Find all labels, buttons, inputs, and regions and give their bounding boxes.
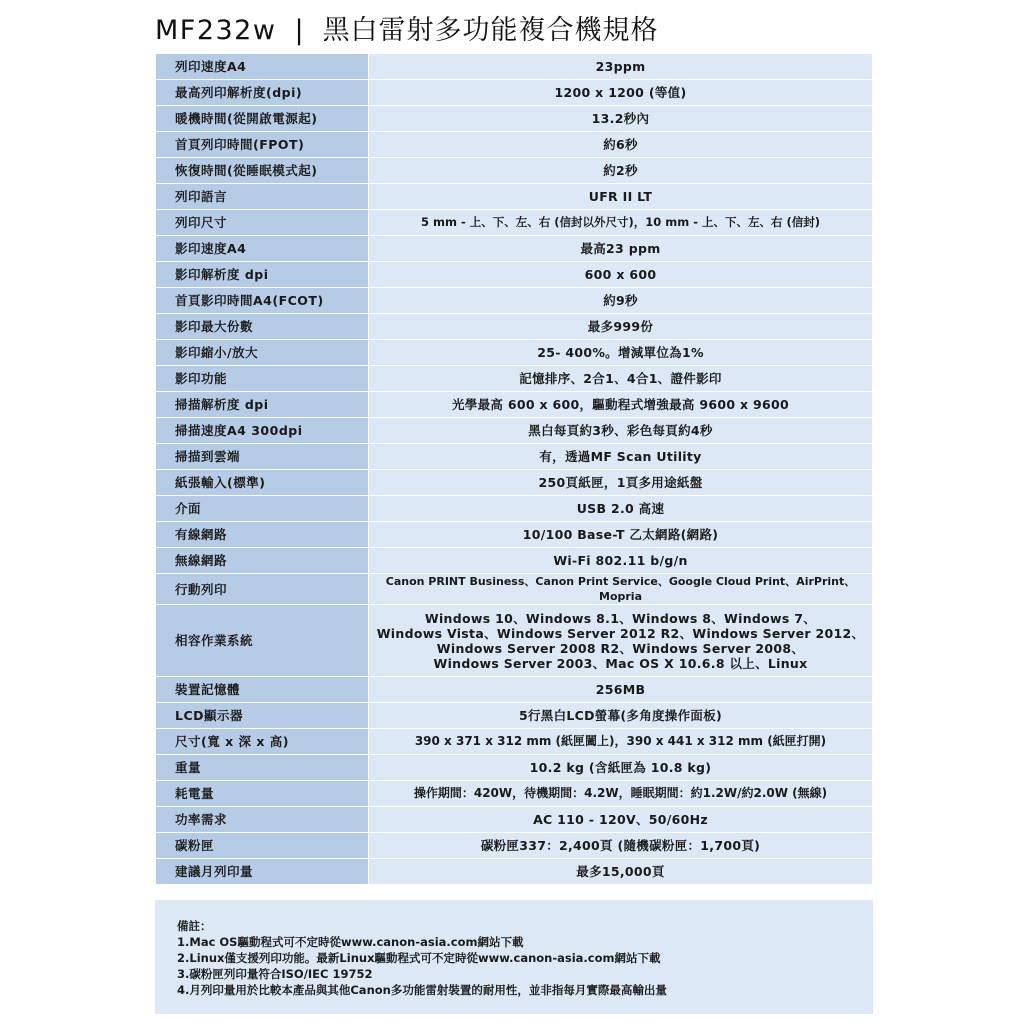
spec-row bbox=[156, 470, 873, 496]
spec-value: 10/100 Base-T 乙太網路(網路) bbox=[369, 522, 873, 548]
spec-row bbox=[156, 807, 873, 833]
spec-value: 操作期間：420W，待機期間：4.2W，睡眠期間：約1.2W/約2.0W (無線) bbox=[369, 781, 873, 807]
spec-row bbox=[156, 392, 873, 418]
spec-row bbox=[156, 522, 873, 548]
spec-row bbox=[156, 444, 873, 470]
spec-value: 5行黑白LCD螢幕(多角度操作面板) bbox=[369, 703, 873, 729]
spec-value: USB 2.0 高速 bbox=[369, 496, 873, 522]
note-item: 4.月列印量用於比較本產品與其他Canon多功能雷射裝置的耐用性，並非指每月實際最高輸出量 bbox=[177, 983, 667, 997]
spec-value: 碳粉匣337：2,400頁 (隨機碳粉匣：1,700頁) bbox=[369, 833, 873, 859]
spec-value: 23ppm bbox=[369, 54, 873, 80]
spec-row bbox=[156, 703, 873, 729]
spec-label: 掃描速度A4 300dpi bbox=[156, 418, 369, 444]
spec-value: Wi-Fi 802.11 b/g/n bbox=[369, 548, 873, 574]
spec-label: 碳粉匣 bbox=[156, 833, 369, 859]
spec-label: 首頁列印時間(FPOT) bbox=[156, 132, 369, 158]
spec-value: 13.2秒內 bbox=[369, 106, 873, 132]
spec-value: 25- 400%。增減單位為1% bbox=[369, 340, 873, 366]
spec-label: 掃描到雲端 bbox=[156, 444, 369, 470]
spec-row bbox=[156, 496, 873, 522]
spec-label: 影印縮小/放大 bbox=[156, 340, 369, 366]
os-line: Windows Server 2003、Mac OS X 10.6.8 以上、Linux bbox=[433, 655, 808, 671]
title-text: 黑白雷射多功能複合機規格 bbox=[322, 15, 659, 46]
spec-row bbox=[156, 106, 873, 132]
spec-label: 耗電量 bbox=[156, 781, 369, 807]
spec-row bbox=[156, 729, 873, 755]
spec-row bbox=[156, 80, 873, 106]
title-separator: | bbox=[294, 15, 305, 46]
spec-row bbox=[156, 210, 873, 236]
notes-heading: 備註： bbox=[177, 919, 212, 933]
spec-value: 記憶排序、2合1、4合1、證件影印 bbox=[369, 366, 873, 392]
spec-row bbox=[156, 158, 873, 184]
spec-value: 約9秒 bbox=[369, 288, 873, 314]
spec-row bbox=[156, 314, 873, 340]
spec-label: 行動列印 bbox=[156, 574, 369, 605]
spec-label: 最高列印解析度(dpi) bbox=[156, 80, 369, 106]
spec-row bbox=[156, 54, 873, 80]
spec-value: 1200 x 1200 (等值) bbox=[369, 80, 873, 106]
model-name: MF232w bbox=[155, 15, 277, 46]
spec-value: 有，透過MF Scan Utility bbox=[369, 444, 873, 470]
note-item: 1.Mac OS驅動程式可不定時從www.canon-asia.com網站下載 bbox=[177, 935, 524, 949]
spec-value: UFR II LT bbox=[369, 184, 873, 210]
spec-label: 功率需求 bbox=[156, 807, 369, 833]
os-line: Windows Server 2008 R2、Windows Server 2008、 bbox=[436, 640, 805, 656]
spec-value: 光學最高 600 x 600，驅動程式增強最高 9600 x 9600 bbox=[369, 392, 873, 418]
os-line: Windows 10、Windows 8.1、Windows 8、Windows 7、 bbox=[424, 610, 817, 626]
spec-row bbox=[156, 262, 873, 288]
spec-label: 影印解析度 dpi bbox=[156, 262, 369, 288]
spec-value: 250頁紙匣，1頁多用途紙盤 bbox=[369, 470, 873, 496]
notes-box bbox=[155, 900, 873, 1014]
spec-value: 256MB bbox=[369, 677, 873, 703]
spec-row bbox=[156, 184, 873, 210]
spec-value: 5 mm - 上、下、左、右 (信封以外尺寸)，10 mm - 上、下、左、右 (信封) bbox=[369, 210, 873, 236]
spec-value: 約2秒 bbox=[369, 158, 873, 184]
spec-label: 影印速度A4 bbox=[156, 236, 369, 262]
spec-label: 掃描解析度 dpi bbox=[156, 392, 369, 418]
spec-label: 影印最大份數 bbox=[156, 314, 369, 340]
spec-row bbox=[156, 677, 873, 703]
spec-table bbox=[155, 53, 873, 885]
spec-value: 最多15,000頁 bbox=[369, 859, 873, 885]
spec-row bbox=[156, 833, 873, 859]
spec-row bbox=[156, 755, 873, 781]
spec-value: 最多999份 bbox=[369, 314, 873, 340]
spec-row bbox=[156, 340, 873, 366]
spec-row bbox=[156, 236, 873, 262]
spec-value: 390 x 371 x 312 mm (紙匣闔上)，390 x 441 x 312 mm (紙匣打開) bbox=[369, 729, 873, 755]
spec-row bbox=[156, 366, 873, 392]
spec-row-os bbox=[156, 605, 873, 677]
spec-value: 10.2 kg (含紙匣為 10.8 kg) bbox=[369, 755, 873, 781]
spec-label: 尺寸(寬 x 深 x 高) bbox=[156, 729, 369, 755]
spec-label: 重量 bbox=[156, 755, 369, 781]
spec-label: 列印尺寸 bbox=[156, 210, 369, 236]
spec-label: 介面 bbox=[156, 496, 369, 522]
note-item: 2.Linux僅支援列印功能。最新Linux驅動程式可不定時從www.canon-asia.com網站下載 bbox=[177, 951, 661, 965]
spec-value: 約6秒 bbox=[369, 132, 873, 158]
spec-row bbox=[156, 781, 873, 807]
spec-table-body bbox=[156, 54, 873, 885]
spec-label: 相容作業系統 bbox=[156, 605, 369, 677]
spec-label: 恢復時間(從睡眠模式起) bbox=[156, 158, 369, 184]
spec-label: 列印速度A4 bbox=[156, 54, 369, 80]
spec-label: 列印語言 bbox=[156, 184, 369, 210]
spec-value: 600 x 600 bbox=[369, 262, 873, 288]
spec-label: 建議月列印量 bbox=[156, 859, 369, 885]
spec-row bbox=[156, 548, 873, 574]
spec-row bbox=[156, 288, 873, 314]
spec-row bbox=[156, 574, 873, 605]
spec-row bbox=[156, 859, 873, 885]
spec-label: 有線網路 bbox=[156, 522, 369, 548]
spec-label: 暖機時間(從開啟電源起) bbox=[156, 106, 369, 132]
spec-label: 裝置記憶體 bbox=[156, 677, 369, 703]
spec-label: 無線網路 bbox=[156, 548, 369, 574]
spec-row bbox=[156, 132, 873, 158]
os-line: Windows Vista、Windows Server 2012 R2、Windows Server 2012、 bbox=[376, 625, 865, 641]
spec-value: AC 110 - 120V、50/60Hz bbox=[369, 807, 873, 833]
spec-value: Canon PRINT Business、Canon Print Service、Google Cloud Print、AirPrint、Mopria bbox=[369, 574, 873, 605]
spec-value-os bbox=[369, 605, 873, 677]
spec-row bbox=[156, 418, 873, 444]
spec-value: 最高23 ppm bbox=[369, 236, 873, 262]
spec-label: LCD顯示器 bbox=[156, 703, 369, 729]
spec-label: 紙張輸入(標準) bbox=[156, 470, 369, 496]
spec-value: 黑白每頁約3秒、彩色每頁約4秒 bbox=[369, 418, 873, 444]
spec-label: 影印功能 bbox=[156, 366, 369, 392]
spec-label: 首頁影印時間A4(FCOT) bbox=[156, 288, 369, 314]
page-title bbox=[155, 8, 659, 47]
note-item: 3.碳粉匣列印量符合ISO/IEC 19752 bbox=[177, 967, 373, 981]
